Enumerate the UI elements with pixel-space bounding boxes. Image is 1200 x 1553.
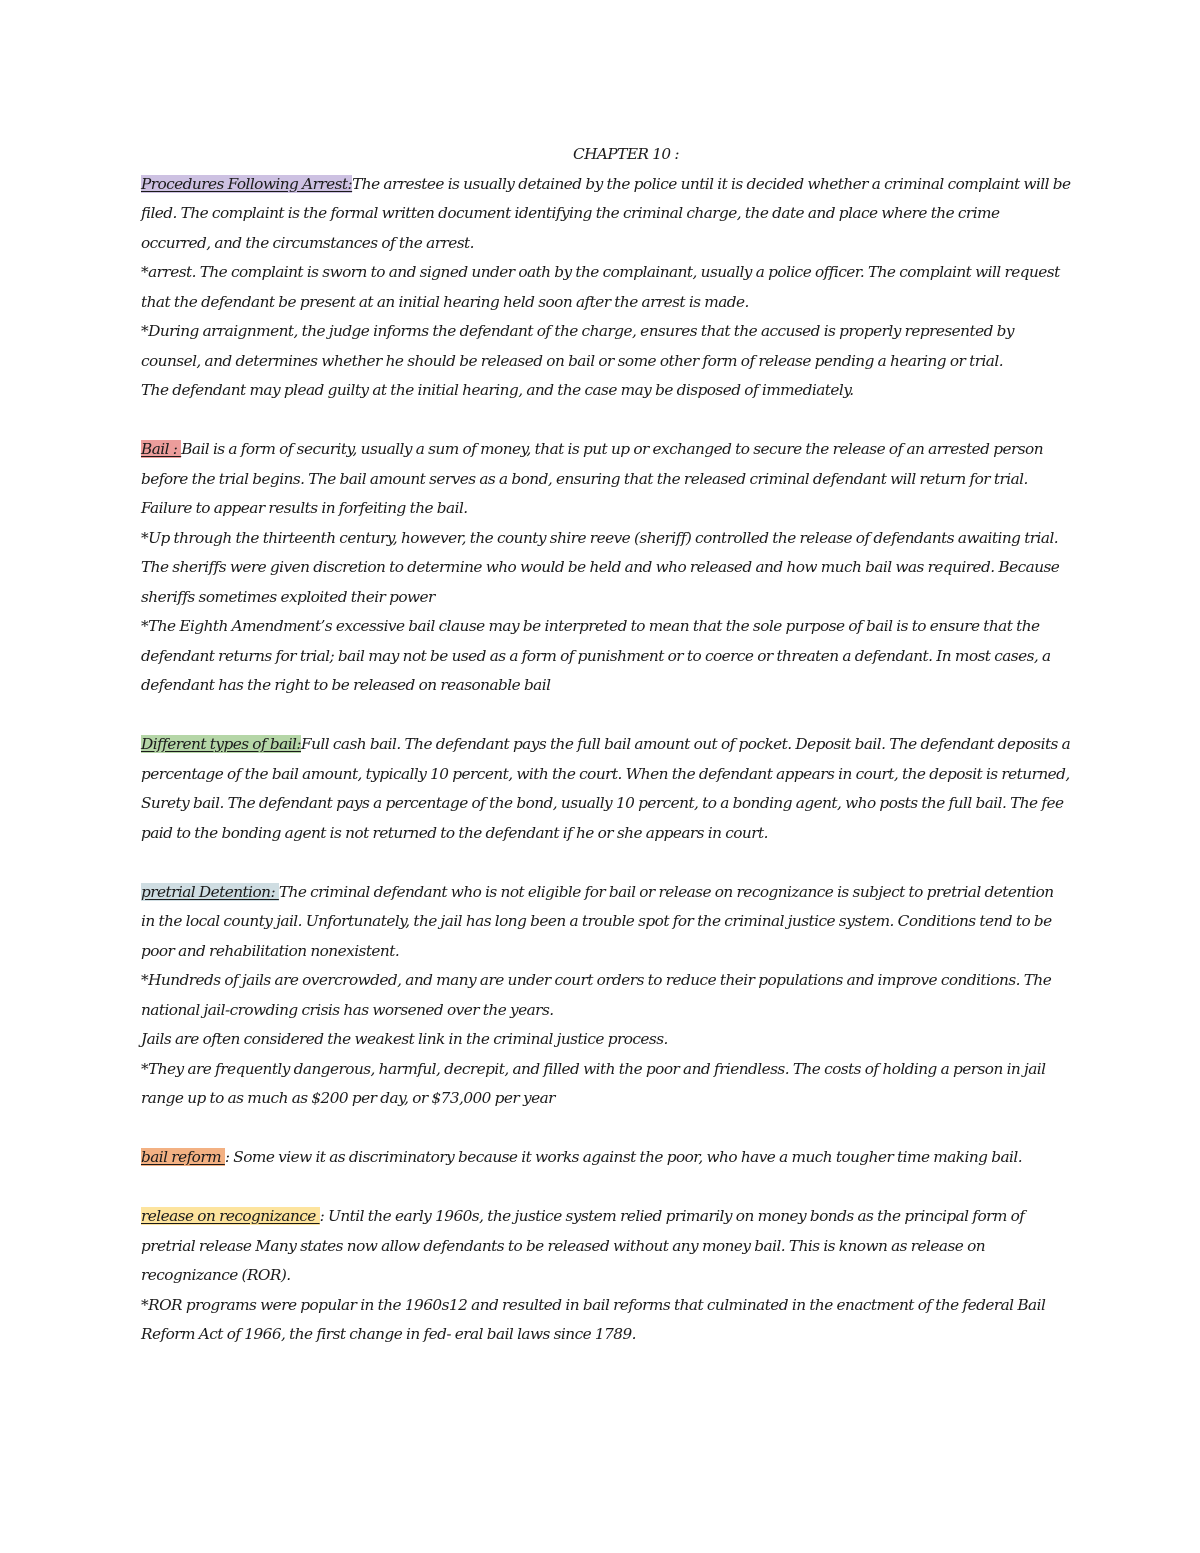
chapter-title: CHAPTER 10 : [572, 145, 679, 163]
section-lead-paragraph [141, 730, 1071, 848]
section-heading: Different types of bail: [141, 735, 301, 753]
section-paragraph: Jails are often considered the weakest link in the criminal justice process. [141, 1030, 668, 1048]
section-lead-text: : Some view it as discriminatory because it works against the poor, who have a much tougher time making bail. [224, 1148, 1023, 1166]
section-heading: Procedures Following Arrest: [141, 174, 353, 193]
section-release-on-recognizance [141, 1202, 1071, 1350]
section-paragraph: *Hundreds of jails are overcrowded, and many are under court orders to reduce their populations and improve conditions. The national jail-crowding crisis has worsened over the years. [141, 971, 1052, 1019]
section-paragraph: *arrest. The complaint is sworn to and signed under oath by the complainant, usually a police officer. The complaint will request that the defendant be present at an initial hearing held soon after the arrest is made. [141, 263, 1060, 311]
section-heading: release on recognizance [141, 1207, 320, 1225]
paragraph-gap [141, 701, 1071, 731]
section-lead-paragraph [141, 435, 1071, 524]
paragraph-gap [141, 406, 1071, 436]
section-lead-paragraph [141, 1202, 1071, 1291]
section-heading: bail reform [141, 1148, 225, 1166]
paragraph-gap [141, 848, 1071, 878]
section-paragraph: The defendant may plead guilty at the initial hearing, and the case may be disposed of immediately. [141, 381, 854, 399]
section-different-types-of-bail [141, 730, 1071, 848]
section-lead-text: Full cash bail. The defendant pays the full bail amount out of pocket. Deposit bail. The defendant deposits a percentage of the bail amount, typically 10 percent, with the court. When the defendant appears in court, the deposit is returned, Surety bail. The defendant pays a percentage of the bond, usually 10 percent, to a bonding agent, who posts the full bail. The fee paid to the bonding agent is not returned to the defendant if he or she appears in court. [141, 735, 1071, 842]
document-body [141, 140, 1071, 1350]
section-paragraph: *The Eighth Amendment’s excessive bail clause may be interpreted to mean that the sole purpose of bail is to ensure that the defendant returns for trial; bail may not be used as a form of punishment or to coerce or threaten a defendant. In most cases, a defendant has the right to be released on reasonable bail [141, 617, 1051, 694]
section-paragraph: *They are frequently dangerous, harmful, decrepit, and filled with the poor and friendless. The costs of holding a person in jail range up to as much as $200 per day, or $73,000 per year [141, 1059, 1046, 1107]
section-lead-text: : Until the early 1960s, the justice system relied primarily on money bonds as the principal form of pretrial release Many states now allow defendants to be released without any money bail. This is known as release on recognizance (ROR). [141, 1207, 1025, 1284]
section-paragraph: *Up through the thirteenth century, however, the county shire reeve (sheriff) controlled the release of defendants awaiting trial. The sheriffs were given discretion to determine who would be held and who released and how much bail was required. Because sheriffs sometimes exploited their power [141, 528, 1060, 606]
section-lead-paragraph [141, 878, 1071, 967]
section-paragraph: *ROR programs were popular in the 1960s12 and resulted in bail reforms that culminated in the enactment of the federal Bail Reform Act of 1966, the first change in fed- eral bail laws since 1789. [141, 1295, 1046, 1343]
section-lead-text: The arrestee is usually detained by the police until it is decided whether a criminal complaint will be filed. The complaint is the formal written document identifying the criminal charge, the date and place where the crime occurred, and the circumstances of the arrest. [141, 174, 1071, 252]
section-heading: pretrial Detention: [141, 882, 279, 901]
section-bail [141, 435, 1071, 701]
section-lead-text: The criminal defendant who is not eligible for bail or release on recognizance is subject to pretrial detention in the local county jail. Unfortunately, the jail has long been a trouble spot for the criminal justice system. Conditions tend to be poor and rehabilitation nonexistent. [141, 882, 1054, 960]
section-paragraph: *During arraignment, the judge informs the defendant of the charge, ensures that the accused is properly represented by counsel, and determines whether he should be released on bail or some other form of release pending a hearing or trial. [141, 322, 1014, 370]
section-pretrial-detention [141, 878, 1071, 1114]
section-lead-paragraph [141, 1143, 1071, 1173]
section-lead-text: Bail is a form of security, usually a sum of money, that is put up or exchanged to secure the release of an arrested person before the trial begins. The bail amount serves as a bond, ensuring that the released criminal defendant will return for trial. Failure to appear results in forfeiting the bail. [141, 440, 1043, 517]
section-procedures-following-arrest [141, 170, 1071, 406]
section-bail-reform [141, 1143, 1071, 1173]
paragraph-gap [141, 1114, 1071, 1144]
section-lead-paragraph [141, 170, 1071, 259]
paragraph-gap [141, 1173, 1071, 1203]
section-heading: Bail : [141, 440, 182, 458]
